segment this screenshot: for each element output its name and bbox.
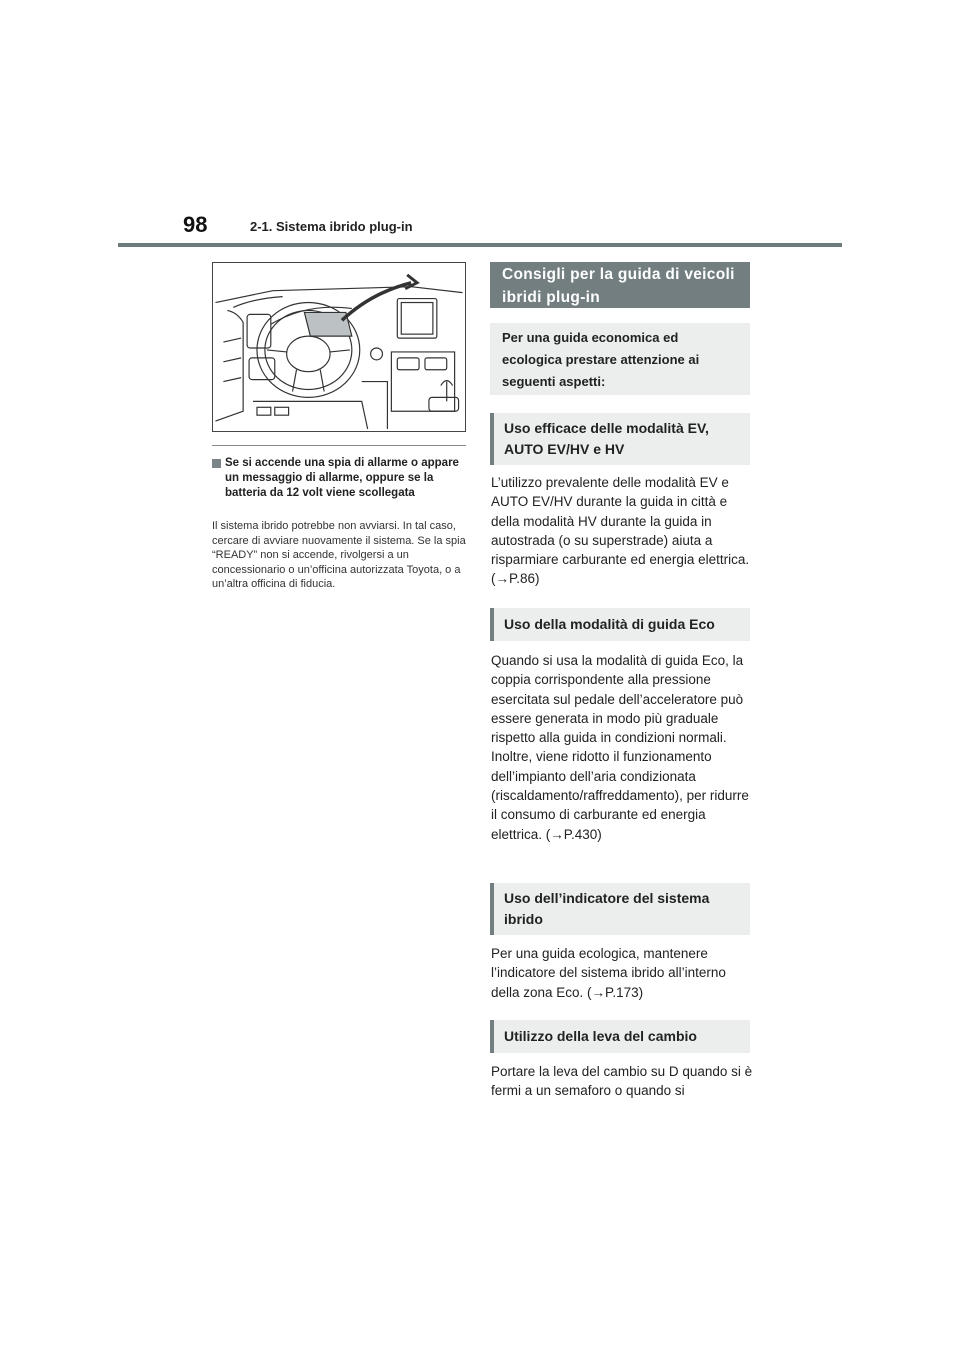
subsection-body-hybrid-indicator: Per una guida ecologica, mantenere l’indicatore del sistema ibrido all’interno della zona Eco. (→P.173) — [491, 946, 726, 1000]
subsection-title-shift-lever: Utilizzo della leva del cambio — [490, 1020, 750, 1053]
warning-body: Il sistema ibrido potrebbe non avviarsi. In tal caso, cercare di avviare nuovamente il sistema. Se la spia “READY” non si accende, rivolgersi a un concessionario o un’officina autorizzata Toyota, o a un’altra officina di fiducia. — [212, 520, 466, 590]
square-bullet-icon — [212, 459, 221, 468]
section-divider — [212, 445, 466, 446]
subsection-title-eco-mode: Uso della modalità di guida Eco — [490, 608, 750, 641]
warning-heading-text: Se si accende una spia di allarme o appare un messaggio di allarme, oppure se la batteria da 12 volt viene scollegata — [225, 457, 459, 499]
subsection-body-ev-modes: L’utilizzo prevalente delle modalità EV e AUTO EV/HV durante la guida in città e della modalità HV durante la guida in autostrada (o su superstrade) aiuta a risparmiare carburante ed energia elettrica. (→P.86) — [491, 475, 750, 587]
subsection-title-hybrid-indicator: Uso dell’indicatore del sistema ibrido — [490, 883, 750, 935]
section-intro: Per una guida economica ed ecologica prestare attenzione ai seguenti aspetti: — [490, 323, 750, 395]
subsection-body-shift-lever: Portare la leva del cambio su D quando si è fermi a un semaforo o quando si — [491, 1064, 753, 1099]
header-rule — [118, 243, 842, 247]
subsection-body-eco-mode: Quando si usa la modalità di guida Eco, la coppia corrispondente alla pressione esercitata sul pedale dell’acceleratore può essere generata in modo più graduale rispetto alla guida in condizioni normali. Inoltre, viene ridotto il funzionamento dell’impianto dell’aria condizionata (riscaldamento/raffreddamento), per ridurre il consumo di carburante ed energia elettrica. (→P.430) — [491, 653, 749, 842]
subsection-title-ev-modes: Uso efficace delle modalità EV, AUTO EV/HV e HV — [490, 413, 750, 465]
section-title: Consigli per la guida di veicoli ibridi plug-in — [490, 262, 750, 308]
warning-heading — [212, 456, 466, 501]
chapter-title: 2-1. Sistema ibrido plug-in — [250, 219, 413, 234]
dashboard-figure — [212, 262, 466, 432]
page-number: 98 — [183, 212, 208, 237]
steering-wheel-dashboard-illustration — [213, 263, 465, 431]
